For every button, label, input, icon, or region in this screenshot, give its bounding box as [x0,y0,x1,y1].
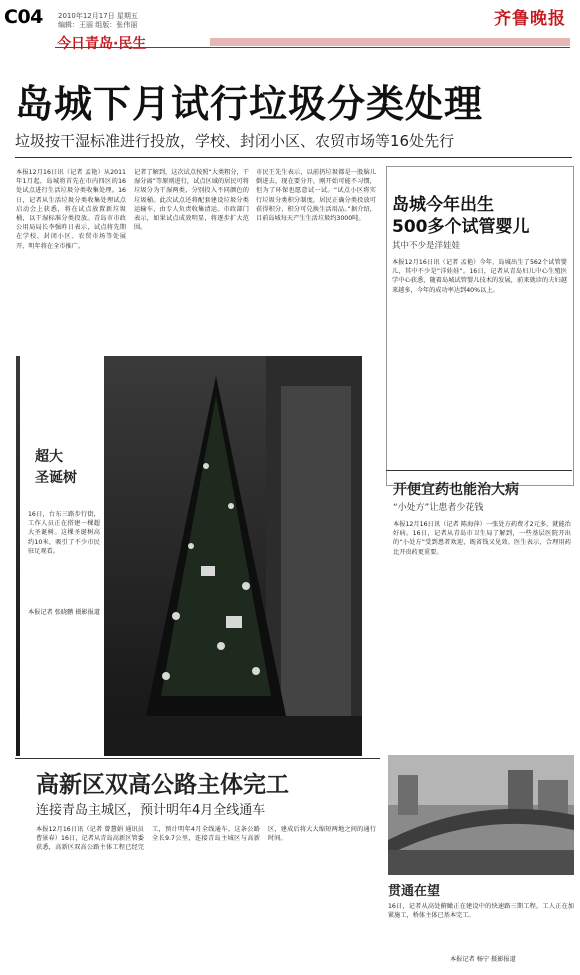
main-headline: 岛城下月试行垃圾分类处理 [15,82,484,126]
section-title: 今日青岛·民生 [57,36,147,52]
lead-column-3: 市民王先生表示，以前扔垃圾都是一股脑儿倒进去，现在要分开，刚开始可能不习惯，但为了环保也愿意试一试。“试点小区将实行垃圾分类积分制度，居民正确分类投放可获得积分，积分可兑换生活用品。”据介绍，目前岛城每天产生生活垃圾约3000吨。 [256,169,376,223]
overpass-photo [388,755,574,875]
ivf-headline-2: 500多个试管婴儿 [392,217,530,237]
cheap-drug-subhead: “小处方”让患者少花钱 [393,503,484,513]
cheap-drug-headline: 开便宜药也能治大病 [393,482,519,498]
photo-headline-2: 圣诞树 [35,470,77,486]
main-subhead: 垃圾按干湿标准进行投放，学校、封闭小区、农贸市场等16处先行 [15,132,455,150]
highway-headline: 高新区双高公路主体完工 [36,772,289,798]
date-line: 2010年12月17日 星期五 [58,12,138,20]
overpass-credit: 本报记者 杨宁 摄影报道 [450,956,516,963]
highway-subhead: 连接青岛主城区，预计明年4月全线通车 [36,803,266,818]
divider [386,470,572,471]
lead-column-1: 本报12月16日讯（记者 孟艳）从2011年1月起，岛城将首先在市内四区的16处试点进行生活垃圾分类收集处理。16日，记者从生活垃圾分类收集处理试点启动会上获悉，将在试点放置新垃圾桶，以干湿标准分类投放。青岛市市政公用局局长李强昨日表示，试点将先期在学校、封闭小区、农贸市场等处展开，明年将在全市推广。 [16,169,126,250]
lead-column-2: 记者了解到，这次试点按照“大类粗分，干湿分离”等原则进行，试点区域的居民可将垃圾分为干湿两类，分别投入不同颜色的垃圾桶。此次试点还将配套建设垃圾分类运输车，由专人负责收集清运。市政部门表示，如果试点成效明显，将逐步扩大范围。 [134,169,249,232]
photo-credit: 本报记者 张晓鹏 摄影报道 [28,609,100,616]
masthead-logo: 齐鲁晚报 [494,9,566,29]
ivf-subhead: 其中不少是洋娃娃 [392,241,461,251]
ivf-headline-1: 岛城今年出生 [392,195,494,215]
overpass-illustration [388,755,574,875]
page-number: C04 [4,6,43,28]
cheap-drug-body: 本报12月16日讯（记者 陈海萍）一张处方药费才2元多，就能治好病。16日，记者从青岛市卫生局了解到，一些基层医院开出的“小处方”受到患者欢迎，既省钱又见效。医生表示，合理用药比开贵药更重要。 [393,521,571,556]
highway-body: 本报12月16日讯（记者 曾慧娟 通讯员 曹景春）16日，记者从青岛高新区管委获悉，高新区双高公路主体工程已经完工，预计明年4月全线通车。这条公路全长9.7公里，连接青岛主城区与高新区，建成后将大大缩短两地之间的通行时间。 [36,826,376,852]
overpass-headline: 贯通在望 [388,884,441,899]
divider [15,758,380,759]
editor-line: 编辑：王丽 组版：张伟丽 [58,21,138,29]
overpass-caption: 16日，记者从高处俯瞰正在建设中的快速路三期工程，工人正在加紧施工，桥体主体已基本完工。 [388,903,574,920]
ivf-body: 本报12月16日讯（记者 孟艳）今年，岛城出生了562个试管婴儿，其中不少是“洋娃娃”。16日，记者从青岛妇儿中心生殖医学中心获悉，随着岛城试管婴儿技术的发展，前来就诊的夫妇越来越多，今年的成功率达到40%以上。 [392,259,567,294]
photo-headline-1: 超大 [35,449,63,465]
section-bar-decoration [210,38,570,46]
divider [15,157,572,158]
photo-caption: 16日，台东三路步行街，工作人员正在搭建一棵超大圣诞树。这棵圣诞树高约10米，吸引了不少市民驻足观看。 [28,511,100,555]
